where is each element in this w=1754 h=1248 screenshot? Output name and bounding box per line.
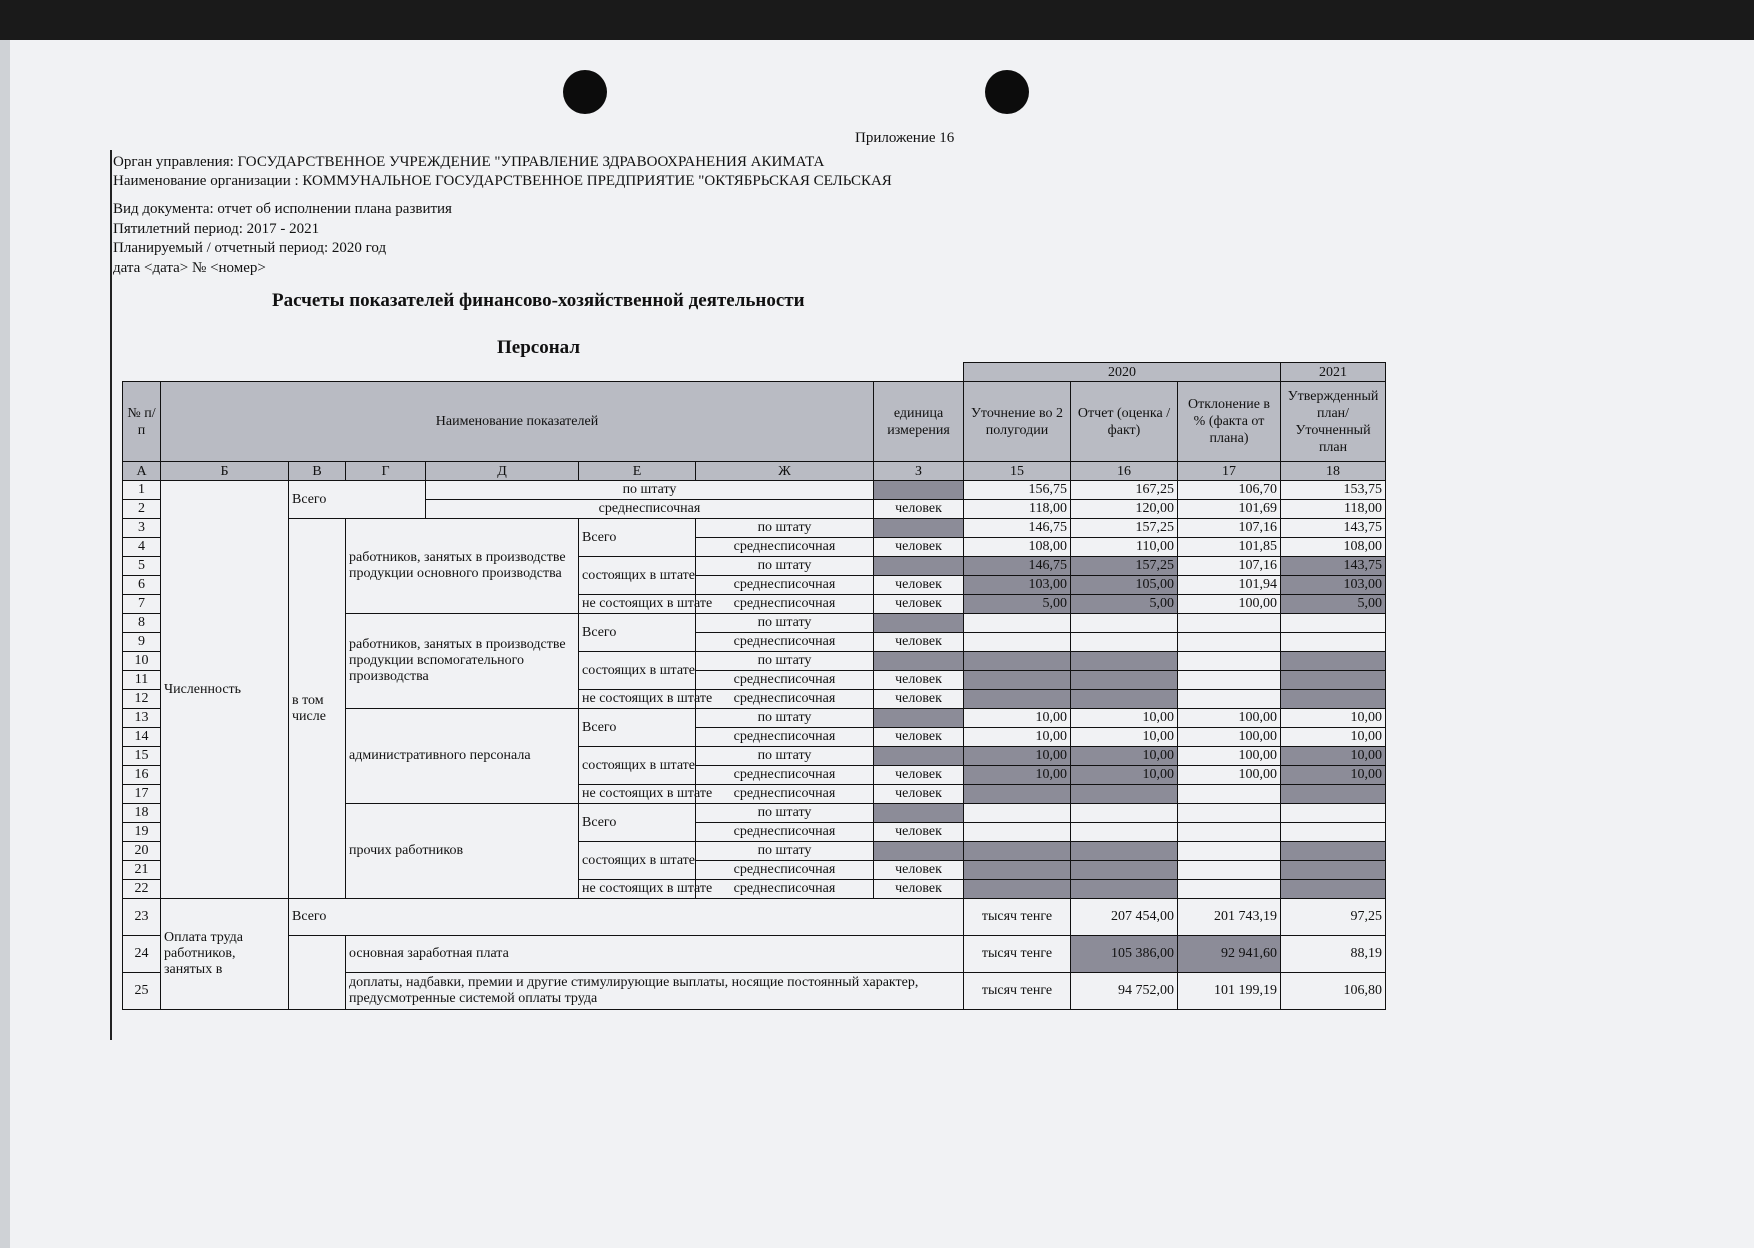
row-number: 25 xyxy=(123,973,161,1010)
unit-cell xyxy=(874,652,964,671)
indicator-label: по штату xyxy=(696,557,874,576)
value-col-16 xyxy=(1071,690,1178,709)
value-col-15 xyxy=(964,861,1071,880)
value-col-15: 105 386,00 xyxy=(1071,936,1178,973)
row-number: 22 xyxy=(123,880,161,899)
col-16-header: Отчет (оценка / факт) xyxy=(1071,382,1178,462)
indicator-label: Всего xyxy=(579,709,696,747)
value-col-18 xyxy=(1281,842,1386,861)
row-number: 18 xyxy=(123,804,161,823)
value-col-16: 201 743,19 xyxy=(1178,899,1281,936)
col-name-header: Наименование показателей xyxy=(161,382,874,462)
indicator-label: не состоящих в штате xyxy=(579,690,696,709)
value-col-16: 110,00 xyxy=(1071,538,1178,557)
row-number: 4 xyxy=(123,538,161,557)
year-2020-header: 2020 xyxy=(964,363,1281,382)
unit-cell xyxy=(874,481,964,500)
row-number: 6 xyxy=(123,576,161,595)
row-number: 15 xyxy=(123,747,161,766)
value-col-17: 88,19 xyxy=(1281,936,1386,973)
column-code: А xyxy=(123,462,161,481)
value-col-15: 10,00 xyxy=(964,766,1071,785)
row-number: 10 xyxy=(123,652,161,671)
indicator-label: Всего xyxy=(579,519,696,557)
row-number: 17 xyxy=(123,785,161,804)
value-col-18 xyxy=(1281,614,1386,633)
value-col-16 xyxy=(1071,785,1178,804)
unit-cell: человек xyxy=(874,728,964,747)
unit-cell: человек xyxy=(874,671,964,690)
value-col-18 xyxy=(1281,652,1386,671)
indicator-label: по штату xyxy=(696,709,874,728)
value-col-17: 100,00 xyxy=(1178,747,1281,766)
indicator-label: среднесписочная xyxy=(696,728,874,747)
indicator-label: по штату xyxy=(696,519,874,538)
unit-cell: человек xyxy=(874,861,964,880)
row-number: 9 xyxy=(123,633,161,652)
row-number: 5 xyxy=(123,557,161,576)
indicator-label: административного персонала xyxy=(346,709,579,804)
row-number: 3 xyxy=(123,519,161,538)
unit-cell xyxy=(874,519,964,538)
value-col-15: 108,00 xyxy=(964,538,1071,557)
indicator-label: состоящих в штате xyxy=(579,842,696,880)
value-col-15: 146,75 xyxy=(964,557,1071,576)
header-line: Наименование организации : КОММУНАЛЬНОЕ ГОСУДАРСТВЕННОЕ ПРЕДПРИЯТИЕ "ОКТЯБРЬСКАЯ СЕЛЬСКАЯ xyxy=(113,173,892,189)
value-col-18 xyxy=(1281,671,1386,690)
value-col-15 xyxy=(964,785,1071,804)
value-col-17 xyxy=(1178,785,1281,804)
value-col-17 xyxy=(1178,842,1281,861)
header-line: Орган управления: ГОСУДАРСТВЕННОЕ УЧРЕЖДЕНИЕ "УПРАВЛЕНИЕ ЗДРАВООХРАНЕНИЯ АКИМАТА xyxy=(113,154,825,170)
staff-table-wrap xyxy=(122,362,1388,1042)
punch-hole xyxy=(985,70,1029,114)
value-col-16 xyxy=(1071,880,1178,899)
row-number: 8 xyxy=(123,614,161,633)
value-col-15: 10,00 xyxy=(964,747,1071,766)
unit-cell xyxy=(874,747,964,766)
row-number: 2 xyxy=(123,500,161,519)
value-col-16 xyxy=(1071,614,1178,633)
indicator-label: работников, занятых в производстве продукции основного производства xyxy=(346,519,579,614)
value-col-18: 108,00 xyxy=(1281,538,1386,557)
indicator-label: Всего xyxy=(289,899,964,936)
value-col-15: 94 752,00 xyxy=(1071,973,1178,1010)
row-number: 21 xyxy=(123,861,161,880)
indicator-label xyxy=(289,936,346,1010)
value-col-15: 207 454,00 xyxy=(1071,899,1178,936)
value-col-16 xyxy=(1071,823,1178,842)
value-col-16: 105,00 xyxy=(1071,576,1178,595)
value-col-18 xyxy=(1281,785,1386,804)
col-17-header: Отклонение в % (факта от плана) xyxy=(1178,382,1281,462)
indicator-label: в том числе xyxy=(289,519,346,899)
column-code: 15 xyxy=(964,462,1071,481)
unit-cell: тысяч тенге xyxy=(964,973,1071,1010)
column-code: 18 xyxy=(1281,462,1386,481)
indicator-label: работников, занятых в производстве продукции вспомогательного производства xyxy=(346,614,579,709)
value-col-18: 143,75 xyxy=(1281,519,1386,538)
value-col-15 xyxy=(964,880,1071,899)
value-col-16 xyxy=(1071,861,1178,880)
row-number: 16 xyxy=(123,766,161,785)
scan-top-band xyxy=(0,0,1754,40)
indicator-label: не состоящих в штате xyxy=(579,880,696,899)
value-col-16 xyxy=(1071,804,1178,823)
value-col-16 xyxy=(1071,842,1178,861)
value-col-16: 10,00 xyxy=(1071,766,1178,785)
row-number: 7 xyxy=(123,595,161,614)
indicator-label: среднесписочная xyxy=(696,823,874,842)
indicator-label: по штату xyxy=(696,804,874,823)
indicator-label: среднесписочная xyxy=(696,785,874,804)
year-2021-header: 2021 xyxy=(1281,363,1386,382)
value-col-17 xyxy=(1178,652,1281,671)
value-col-16: 101 199,19 xyxy=(1178,973,1281,1010)
row-number: 20 xyxy=(123,842,161,861)
row-number: 12 xyxy=(123,690,161,709)
value-col-18 xyxy=(1281,633,1386,652)
value-col-15 xyxy=(964,823,1071,842)
col-18-header: Утвержденный план/Уточненный план xyxy=(1281,382,1386,462)
margin-line xyxy=(110,150,112,1040)
value-col-16: 167,25 xyxy=(1071,481,1178,500)
value-col-16: 10,00 xyxy=(1071,709,1178,728)
column-code: В xyxy=(289,462,346,481)
header-line: дата <дата> № <номер> xyxy=(113,260,266,276)
indicator-label: среднесписочная xyxy=(426,500,874,519)
value-col-15 xyxy=(964,690,1071,709)
value-col-15: 146,75 xyxy=(964,519,1071,538)
value-col-15: 5,00 xyxy=(964,595,1071,614)
value-col-18 xyxy=(1281,861,1386,880)
value-col-15 xyxy=(964,652,1071,671)
row-number: 19 xyxy=(123,823,161,842)
value-col-15 xyxy=(964,842,1071,861)
col-unit-header: единица измерения xyxy=(874,382,964,462)
column-code: Д xyxy=(426,462,579,481)
value-col-16: 10,00 xyxy=(1071,728,1178,747)
value-col-16 xyxy=(1071,652,1178,671)
value-col-17 xyxy=(1178,804,1281,823)
unit-cell xyxy=(874,709,964,728)
indicator-label: по штату xyxy=(426,481,874,500)
value-col-18 xyxy=(1281,690,1386,709)
header-line: Пятилетний период: 2017 - 2021 xyxy=(113,221,320,237)
table-row xyxy=(123,899,1386,936)
unit-cell: человек xyxy=(874,595,964,614)
value-col-17 xyxy=(1178,861,1281,880)
row-number: 14 xyxy=(123,728,161,747)
appendix-label: Приложение 16 xyxy=(855,130,955,146)
indicator-label: среднесписочная xyxy=(696,766,874,785)
value-col-17: 100,00 xyxy=(1178,595,1281,614)
indicator-label: Всего xyxy=(289,481,426,519)
column-code: Ж xyxy=(696,462,874,481)
value-col-17: 106,80 xyxy=(1281,973,1386,1010)
value-col-16: 92 941,60 xyxy=(1178,936,1281,973)
indicator-label: основная заработная плата xyxy=(346,936,964,973)
value-col-15: 10,00 xyxy=(964,709,1071,728)
value-col-15: 118,00 xyxy=(964,500,1071,519)
value-col-17 xyxy=(1178,690,1281,709)
col-num-header: № п/п xyxy=(123,382,161,462)
value-col-18: 10,00 xyxy=(1281,709,1386,728)
value-col-17 xyxy=(1178,614,1281,633)
value-col-18: 10,00 xyxy=(1281,747,1386,766)
value-col-18 xyxy=(1281,823,1386,842)
indicator-label: не состоящих в штате xyxy=(579,595,696,614)
value-col-17: 101,94 xyxy=(1178,576,1281,595)
table-row xyxy=(123,519,1386,538)
header-line: Планируемый / отчетный период: 2020 год xyxy=(113,240,387,256)
value-col-18: 143,75 xyxy=(1281,557,1386,576)
value-col-16: 5,00 xyxy=(1071,595,1178,614)
indicator-label: доплаты, надбавки, премии и другие стимулирующие выплаты, носящие постоянный характер, предусмотренные системой оплаты труда xyxy=(346,973,964,1010)
column-code: 16 xyxy=(1071,462,1178,481)
table-row xyxy=(123,936,1386,973)
value-col-16: 120,00 xyxy=(1071,500,1178,519)
unit-cell: человек xyxy=(874,576,964,595)
value-col-17: 100,00 xyxy=(1178,766,1281,785)
indicator-label: Численность xyxy=(161,481,289,899)
value-col-17: 97,25 xyxy=(1281,899,1386,936)
indicator-label: не состоящих в штате xyxy=(579,785,696,804)
row-number: 24 xyxy=(123,936,161,973)
section-title: Персонал xyxy=(497,337,580,358)
indicator-label: среднесписочная xyxy=(696,880,874,899)
table-row xyxy=(123,481,1386,500)
value-col-16 xyxy=(1071,671,1178,690)
value-col-18: 153,75 xyxy=(1281,481,1386,500)
page-title: Расчеты показателей финансово-хозяйственной деятельности xyxy=(272,290,805,311)
value-col-18: 103,00 xyxy=(1281,576,1386,595)
value-col-15: 10,00 xyxy=(964,728,1071,747)
value-col-17: 101,69 xyxy=(1178,500,1281,519)
value-col-18 xyxy=(1281,804,1386,823)
unit-cell xyxy=(874,614,964,633)
unit-cell: человек xyxy=(874,633,964,652)
indicator-label: среднесписочная xyxy=(696,576,874,595)
value-col-17: 101,85 xyxy=(1178,538,1281,557)
unit-cell: человек xyxy=(874,880,964,899)
value-col-17 xyxy=(1178,823,1281,842)
unit-cell: человек xyxy=(874,785,964,804)
unit-cell xyxy=(874,842,964,861)
value-col-16: 157,25 xyxy=(1071,557,1178,576)
staff-table xyxy=(122,362,1386,1010)
value-col-15: 156,75 xyxy=(964,481,1071,500)
indicator-label: Оплата труда работников, занятых в xyxy=(161,899,289,1010)
header-line: Вид документа: отчет об исполнении плана развития xyxy=(113,201,452,217)
indicator-label: среднесписочная xyxy=(696,633,874,652)
value-col-17: 107,16 xyxy=(1178,519,1281,538)
unit-cell: тысяч тенге xyxy=(964,936,1071,973)
indicator-label: состоящих в штате xyxy=(579,747,696,785)
unit-cell: человек xyxy=(874,538,964,557)
unit-cell: человек xyxy=(874,766,964,785)
punch-hole xyxy=(563,70,607,114)
value-col-17: 107,16 xyxy=(1178,557,1281,576)
unit-cell: человек xyxy=(874,690,964,709)
value-col-15 xyxy=(964,633,1071,652)
column-code: Б xyxy=(161,462,289,481)
value-col-15: 103,00 xyxy=(964,576,1071,595)
indicator-label: по штату xyxy=(696,652,874,671)
column-code: 17 xyxy=(1178,462,1281,481)
value-col-18: 118,00 xyxy=(1281,500,1386,519)
value-col-17 xyxy=(1178,880,1281,899)
indicator-label: прочих работников xyxy=(346,804,579,899)
value-col-17 xyxy=(1178,671,1281,690)
row-number: 1 xyxy=(123,481,161,500)
indicator-label: Всего xyxy=(579,804,696,842)
value-col-18 xyxy=(1281,880,1386,899)
value-col-17: 100,00 xyxy=(1178,709,1281,728)
value-col-17: 106,70 xyxy=(1178,481,1281,500)
indicator-label: среднесписочная xyxy=(696,595,874,614)
value-col-15 xyxy=(964,804,1071,823)
column-code: Г xyxy=(346,462,426,481)
value-col-15 xyxy=(964,671,1071,690)
indicator-label: среднесписочная xyxy=(696,690,874,709)
value-col-18: 5,00 xyxy=(1281,595,1386,614)
scan-edge xyxy=(0,40,10,1248)
unit-cell xyxy=(874,557,964,576)
value-col-17: 100,00 xyxy=(1178,728,1281,747)
indicator-label: Всего xyxy=(579,614,696,652)
unit-cell: тысяч тенге xyxy=(964,899,1071,936)
value-col-17 xyxy=(1178,633,1281,652)
indicator-label: состоящих в штате xyxy=(579,557,696,595)
value-col-16 xyxy=(1071,633,1178,652)
indicator-label: состоящих в штате xyxy=(579,652,696,690)
indicator-label: среднесписочная xyxy=(696,861,874,880)
unit-cell xyxy=(874,804,964,823)
indicator-label: по штату xyxy=(696,842,874,861)
row-number: 13 xyxy=(123,709,161,728)
value-col-16: 157,25 xyxy=(1071,519,1178,538)
indicator-label: среднесписочная xyxy=(696,671,874,690)
column-code: Е xyxy=(579,462,696,481)
col-15-header: Уточнение во 2 полугодии xyxy=(964,382,1071,462)
indicator-label: среднесписочная xyxy=(696,538,874,557)
row-number: 23 xyxy=(123,899,161,936)
unit-cell: человек xyxy=(874,823,964,842)
indicator-label: по штату xyxy=(696,614,874,633)
value-col-16: 10,00 xyxy=(1071,747,1178,766)
value-col-18: 10,00 xyxy=(1281,766,1386,785)
value-col-18: 10,00 xyxy=(1281,728,1386,747)
column-code: З xyxy=(874,462,964,481)
row-number: 11 xyxy=(123,671,161,690)
unit-cell: человек xyxy=(874,500,964,519)
indicator-label: по штату xyxy=(696,747,874,766)
value-col-15 xyxy=(964,614,1071,633)
